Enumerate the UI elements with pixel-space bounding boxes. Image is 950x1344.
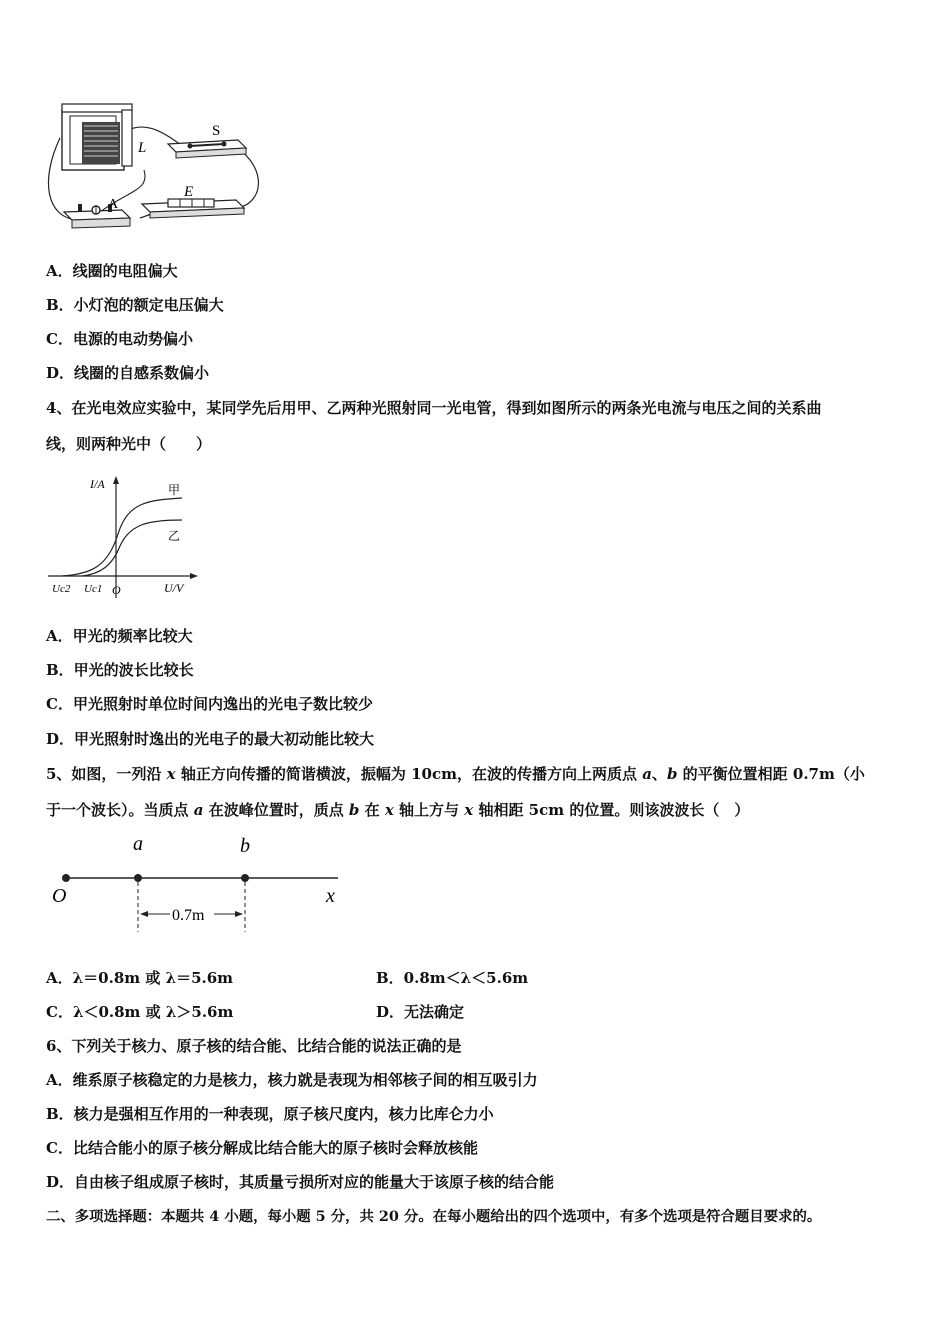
circuit-figure: [40, 100, 260, 240]
wave-axis-figure: [48, 832, 348, 936]
distance-label: 0.7m: [172, 907, 205, 924]
q4-stem-line2: 线，则两种光中（ ）: [46, 435, 212, 453]
q5-text: 轴正方向传播的简谐横波，振幅为 10cm，在波的传播方向上两质点: [175, 765, 643, 783]
label-a: a: [133, 833, 143, 855]
label-e: E: [184, 184, 194, 200]
q5-text: 于一个波长）。当质点: [46, 801, 194, 819]
curve-jia-label: 甲: [168, 483, 181, 497]
q5-option-c[interactable]: C．λ＜0.8m 或 λ＞5.6m: [46, 1003, 234, 1021]
curve-yi-label: 乙: [168, 529, 181, 543]
q5-option-a[interactable]: A．λ＝0.8m 或 λ＝5.6m: [46, 969, 234, 987]
q5-stem-line2: [46, 800, 749, 820]
q6-option-a[interactable]: A．维系原子核稳定的力是核力，核力就是表现为相邻核子间的相互吸引力: [46, 1071, 538, 1089]
q4-option-d[interactable]: D．甲光照射时逸出的光电子的最大初动能比较大: [46, 730, 375, 748]
q5-text: 5、如图，一列沿: [46, 765, 167, 783]
q5-stem-line1: [46, 764, 865, 784]
q5-option-b[interactable]: B．0.8m＜λ＜5.6m: [376, 969, 529, 987]
uc2-label: Uc2: [52, 583, 71, 595]
q3-option-a[interactable]: A．线圈的电阻偏大: [46, 262, 178, 280]
curve-jia: [62, 498, 182, 576]
q5-var-x: x: [166, 765, 176, 783]
label-x: x: [326, 885, 335, 907]
curve-yi: [82, 520, 182, 576]
section2-heading: 二、多项选择题：本题共 4 小题，每小题 5 分，共 20 分。在每小题给出的四个选项中，有多个选项是符合题目要求的。: [46, 1208, 822, 1225]
q4-option-b[interactable]: B．甲光的波长比较长: [46, 661, 194, 679]
q3-option-b[interactable]: B．小灯泡的额定电压偏大: [46, 296, 224, 314]
q3-option-c[interactable]: C．电源的电动势偏小: [46, 330, 193, 348]
q6-option-b[interactable]: B．核力是强相互作用的一种表现，原子核尺度内，核力比库仑力小: [46, 1105, 494, 1123]
label-b: b: [240, 835, 250, 857]
q3-option-d[interactable]: D．线圈的自感系数偏小: [46, 364, 210, 382]
q4-stem-line1: 4、在光电效应实验中，某同学先后用甲、乙两种光照射同一光电管，得到如图所示的两条光电流与电压之间的关系曲: [46, 399, 822, 417]
q5-var-b: b: [348, 801, 360, 819]
uc1-label: Uc1: [84, 583, 103, 595]
label-a: A: [108, 197, 119, 212]
q4-option-a[interactable]: A．甲光的频率比较大: [46, 627, 193, 645]
point-b: [241, 874, 249, 882]
q5-var-x: x: [464, 801, 474, 819]
label-o: O: [52, 885, 67, 907]
q5-text: 在波峰位置时，质点: [203, 801, 349, 819]
point-o: [62, 874, 70, 882]
q5-option-d[interactable]: D．无法确定: [376, 1003, 465, 1021]
label-l: L: [138, 140, 147, 156]
q6-option-c[interactable]: C．比结合能小的原子核分解成比结合能大的原子核时会释放核能: [46, 1139, 478, 1157]
q5-var-x: x: [384, 801, 394, 819]
q5-text: 轴相距 5cm 的位置。则该波波长（ ）: [473, 801, 750, 819]
x-axis-label: U/V: [164, 581, 184, 595]
q5-var-b: b: [666, 765, 678, 783]
y-axis-label: I/A: [90, 477, 105, 491]
q5-text: 、: [651, 765, 667, 783]
q6-option-d[interactable]: D．自由核子组成原子核时，其质量亏损所对应的能量大于该原子核的结合能: [46, 1173, 555, 1191]
q6-stem: 6、下列关于核力、原子核的结合能、比结合能的说法正确的是: [46, 1037, 462, 1055]
q5-var-a: a: [193, 801, 204, 819]
q5-text: 的平衡位置相距 0.7m（小: [677, 765, 865, 783]
origin-label: O: [112, 583, 121, 597]
q4-option-c[interactable]: C．甲光照射时单位时间内逸出的光电子数比较少: [46, 695, 373, 713]
q5-text: 轴上方与: [393, 801, 465, 819]
label-s: S: [212, 123, 221, 139]
point-a: [134, 874, 142, 882]
q5-text: 在: [359, 801, 385, 819]
iu-graph: [48, 474, 208, 604]
q5-var-a: a: [642, 765, 652, 783]
